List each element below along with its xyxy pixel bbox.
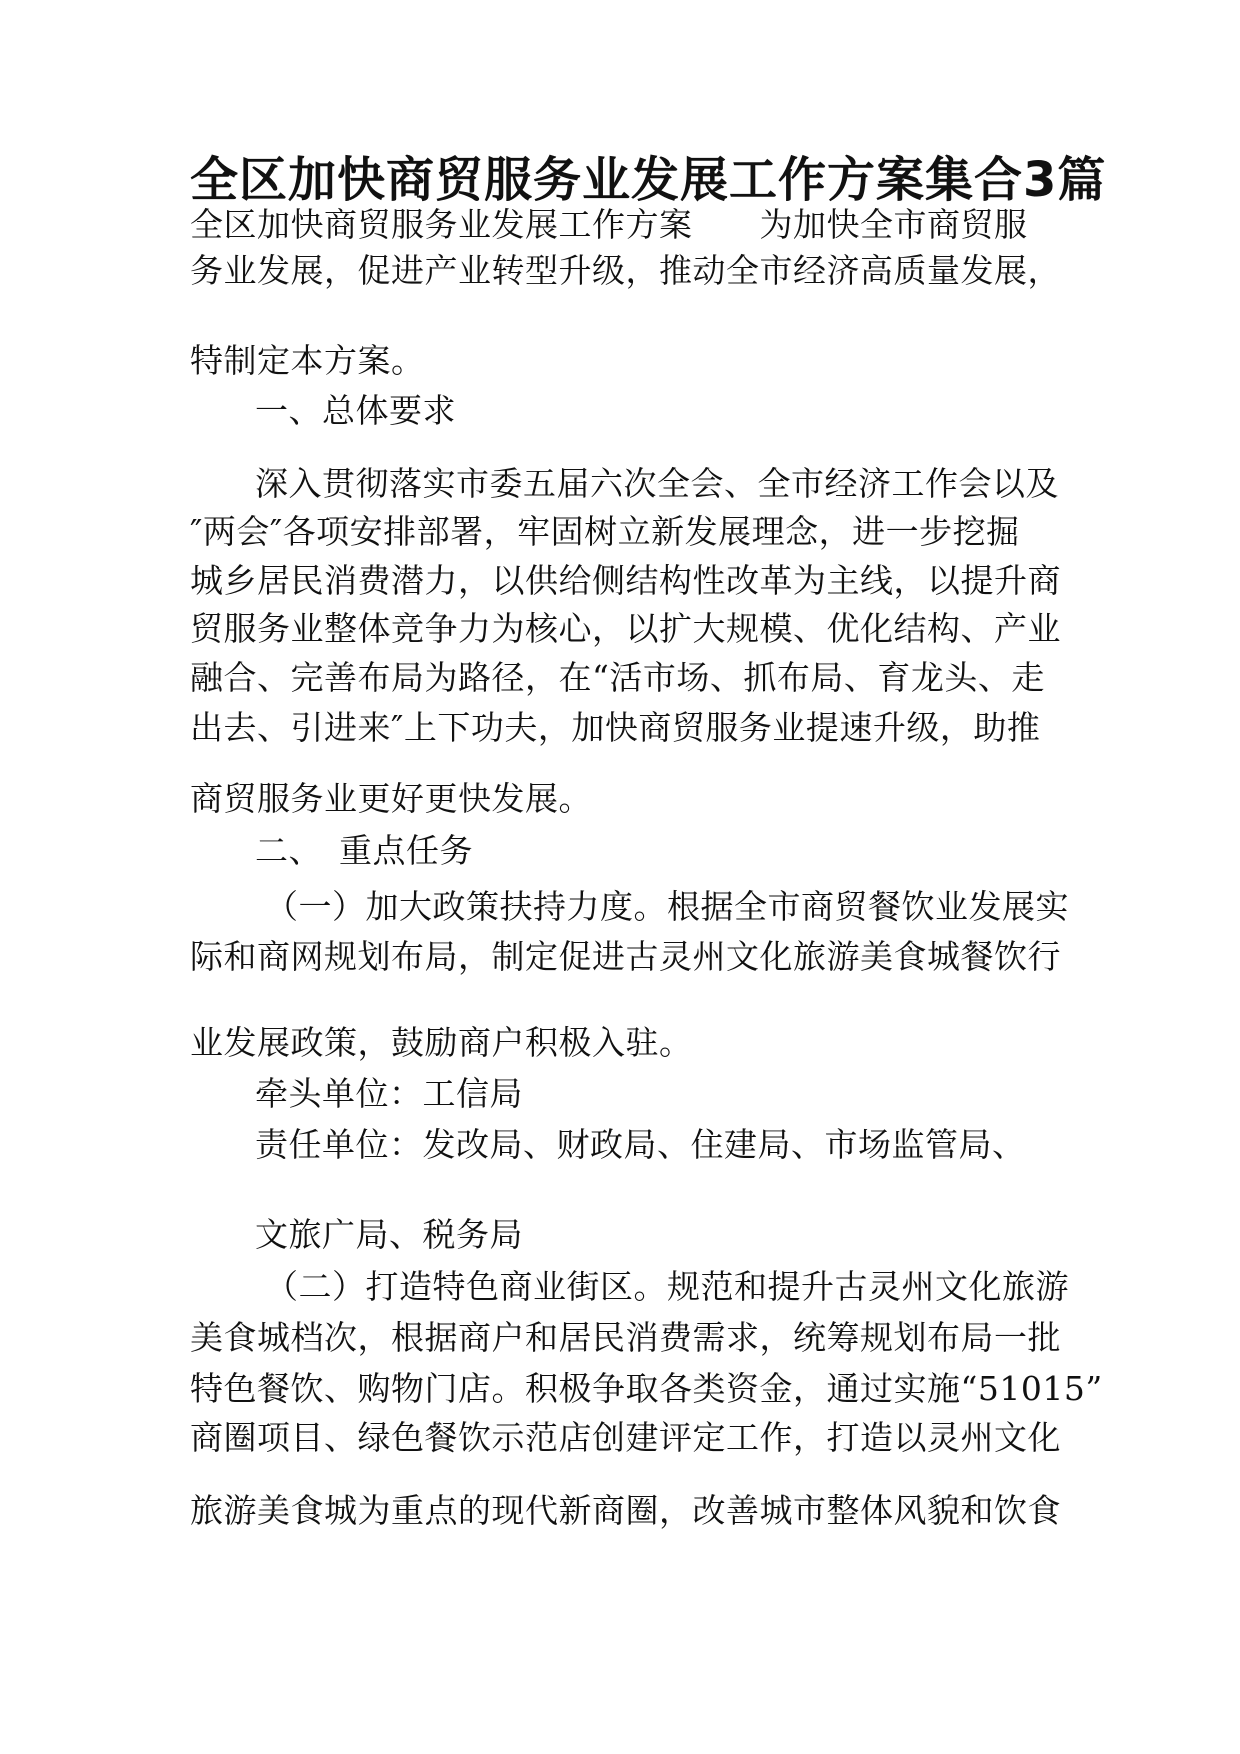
paragraph-line: 特色餐饮、购物门店。积极争取各类资金，通过实施“51015” xyxy=(190,1369,1103,1408)
paragraph-line: 美食城档次，根据商户和居民消费需求，统筹规划布局一批 xyxy=(190,1318,1061,1357)
responsible-units-line: 文旅广局、税务局 xyxy=(255,1215,523,1254)
paragraph-line: 业发展政策，鼓励商户积极入驻。 xyxy=(190,1023,693,1062)
paragraph-line: 旅游美食城为重点的现代新商圈，改善城市整体风貌和饮食 xyxy=(190,1491,1061,1530)
paragraph-line: 商圈项目、绿色餐饮示范店创建评定工作，打造以灵州文化 xyxy=(190,1418,1061,1457)
paragraph-line: 出去、引进来″上下功夫，加快商贸服务业提速升级，助推 xyxy=(190,708,1041,747)
paragraph-line: 际和商网规划布局，制定促进古灵州文化旅游美食城餐饮行 xyxy=(190,937,1061,976)
document-title: 全区加快商贸服务业发展工作方案集合3篇 xyxy=(190,152,1107,208)
paragraph-line: 融合、完善布局为路径，在“活市场、抓布局、育龙头、走 xyxy=(190,658,1045,697)
paragraph-line: 城乡居民消费潜力，以供给侧结构性改革为主线，以提升商 xyxy=(190,561,1061,600)
paragraph-line: （一）加大政策扶持力度。根据全市商贸餐饮业发展实 xyxy=(265,887,1069,926)
paragraph-line: 贸服务业整体竞争力为核心，以扩大规模、优化结构、产业 xyxy=(190,609,1061,648)
paragraph-line: 深入贯彻落实市委五届六次全会、全市经济工作会以及 xyxy=(255,464,1059,503)
paragraph-line: （二）打造特色商业街区。规范和提升古灵州文化旅游 xyxy=(265,1267,1069,1306)
responsible-units-line: 责任单位：发改局、财政局、住建局、市场监管局、 xyxy=(255,1125,1026,1164)
paragraph-line: 特制定本方案。 xyxy=(190,341,425,380)
paragraph-line: 务业发展，促进产业转型升级，推动全市经济高质量发展， xyxy=(190,251,1061,290)
section-heading: 二、 重点任务 xyxy=(255,831,473,870)
paragraph-line: 商贸服务业更好更快发展。 xyxy=(190,779,592,818)
paragraph-line: ″两会″各项安排部署，牢固树立新发展理念，进一步挖掘 xyxy=(190,512,1020,551)
paragraph-line: 全区加快商贸服务业发展工作方案 为加快全市商贸服 xyxy=(190,205,1028,244)
section-heading: 一、总体要求 xyxy=(255,391,456,430)
lead-unit-line: 牵头单位：工信局 xyxy=(255,1074,523,1113)
